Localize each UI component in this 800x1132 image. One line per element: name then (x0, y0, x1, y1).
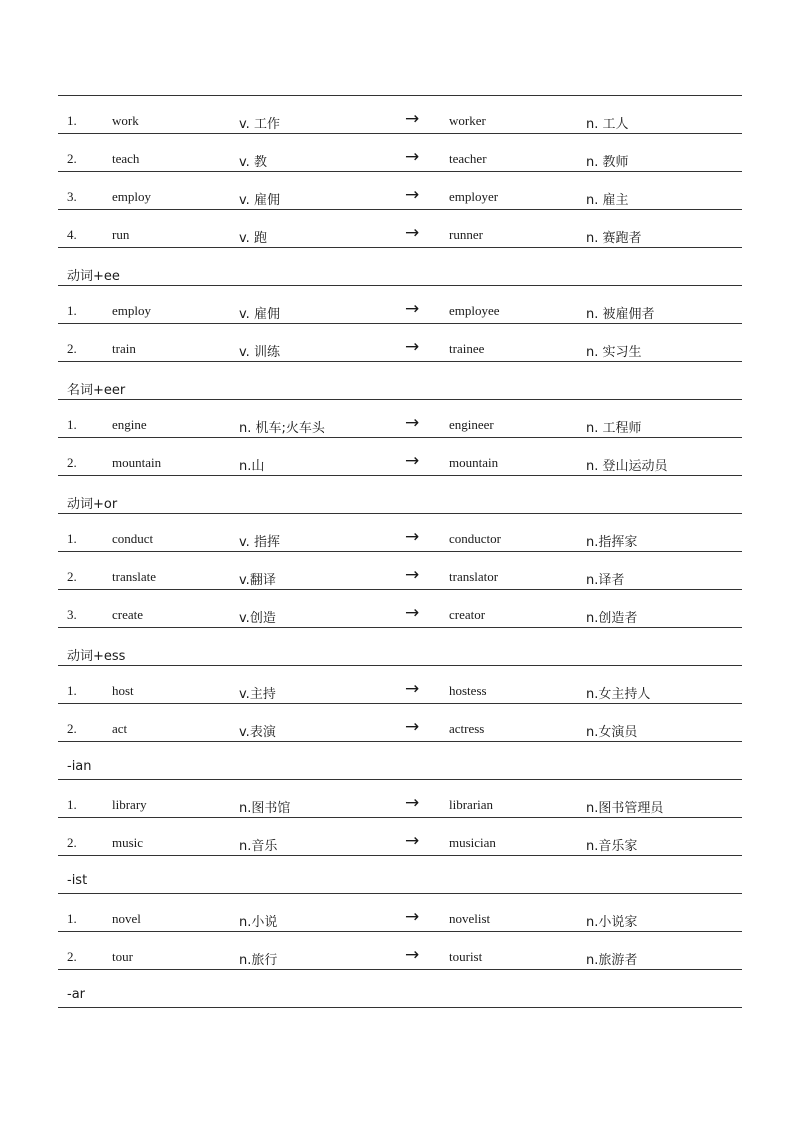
section-header: -ian (67, 759, 92, 774)
base-definition: n.小说 (239, 915, 278, 930)
arrow-icon: → (405, 337, 420, 357)
derived-word: employer (449, 189, 499, 204)
base-definition: v. 跑 (239, 231, 267, 246)
row-number: 2. (67, 569, 77, 584)
base-word: translate (112, 569, 157, 584)
derived-definition: n.译者 (586, 573, 625, 588)
section-header-row (58, 742, 742, 780)
section-header-row (58, 248, 742, 286)
row-number: 1. (67, 797, 77, 812)
base-word: work (112, 113, 139, 128)
arrow-icon: → (405, 717, 420, 737)
derived-word: hostess (449, 683, 487, 698)
derived-definition: n.女演员 (586, 725, 638, 740)
derived-definition: n. 登山运动员 (586, 459, 668, 474)
arrow-icon: → (405, 299, 420, 319)
table-row (58, 666, 742, 704)
base-word: teach (112, 151, 140, 166)
row-number: 2. (67, 341, 77, 356)
row-number: 2. (67, 835, 77, 850)
base-definition: v. 指挥 (239, 535, 280, 550)
base-word: engine (112, 417, 147, 432)
row-number: 3. (67, 189, 77, 204)
arrow-icon: → (405, 413, 420, 433)
arrow-icon: → (405, 185, 420, 205)
derived-word: employee (449, 303, 500, 318)
arrow-icon: → (405, 793, 420, 813)
arrow-icon: → (405, 527, 420, 547)
arrow-icon: → (405, 451, 420, 471)
section-header-row (58, 362, 742, 400)
base-definition: v. 雇佣 (239, 193, 280, 208)
section-header: -ar (67, 987, 86, 1002)
row-number: 1. (67, 911, 77, 926)
derived-word: worker (449, 113, 486, 128)
base-word: library (112, 797, 147, 812)
derived-definition: n. 工人 (586, 117, 629, 132)
base-definition: v. 训练 (239, 345, 280, 360)
table-row (58, 134, 742, 172)
derived-definition: n.女主持人 (586, 687, 651, 702)
table-row (58, 286, 742, 324)
derived-word: novelist (449, 911, 491, 926)
section-header: 动词+ee (67, 269, 120, 284)
derived-word: librarian (449, 797, 494, 812)
base-definition: n.旅行 (239, 953, 278, 968)
base-word: tour (112, 949, 133, 964)
row-number: 1. (67, 417, 77, 432)
derived-definition: n. 雇主 (586, 193, 629, 208)
table-row (58, 552, 742, 590)
derived-definition: n. 赛跑者 (586, 231, 642, 246)
row-number: 1. (67, 303, 77, 318)
arrow-icon: → (405, 565, 420, 585)
section-header-row (58, 476, 742, 514)
section-header-row (58, 970, 742, 1008)
derived-word: creator (449, 607, 486, 622)
row-number: 4. (67, 227, 77, 242)
base-definition: n. 机车;火车头 (239, 421, 325, 436)
base-definition: n.图书馆 (239, 801, 291, 816)
derived-definition: n. 教师 (586, 155, 629, 170)
row-number: 2. (67, 721, 77, 736)
base-word: employ (112, 189, 151, 204)
base-definition: v. 雇佣 (239, 307, 280, 322)
table-row (58, 818, 742, 856)
base-word: conduct (112, 531, 154, 546)
derived-definition: n.创造者 (586, 611, 638, 626)
derived-definition: n.音乐家 (586, 839, 638, 854)
derived-definition: n. 工程师 (586, 421, 642, 436)
derived-definition: n.指挥家 (586, 535, 638, 550)
base-definition: v. 教 (239, 155, 267, 170)
table-row (58, 172, 742, 210)
arrow-icon: → (405, 223, 420, 243)
table-row (58, 894, 742, 932)
base-definition: n.山 (239, 459, 265, 474)
derived-word: runner (449, 227, 483, 242)
base-word: train (112, 341, 136, 356)
section-header: 动词+ess (67, 649, 126, 664)
table-row (58, 96, 742, 134)
section-header: 名词+eer (67, 383, 126, 398)
base-word: create (112, 607, 144, 622)
section-header: 动词+or (67, 497, 118, 512)
derived-definition: n. 实习生 (586, 345, 642, 360)
row-number: 2. (67, 151, 77, 166)
arrow-icon: → (405, 831, 420, 851)
table-row (58, 704, 742, 742)
base-word: run (112, 227, 130, 242)
section-header: -ist (67, 873, 88, 888)
base-definition: v.创造 (239, 611, 276, 626)
derived-word: musician (449, 835, 496, 850)
base-word: mountain (112, 455, 162, 470)
word-formation-table (58, 95, 742, 1008)
arrow-icon: → (405, 147, 420, 167)
table-row (58, 400, 742, 438)
derived-word: actress (449, 721, 485, 736)
row-number: 3. (67, 607, 77, 622)
section-header-row (58, 628, 742, 666)
base-definition: v.表演 (239, 725, 276, 740)
derived-word: conductor (449, 531, 501, 546)
derived-definition: n.图书管理员 (586, 801, 664, 816)
arrow-icon: → (405, 945, 420, 965)
row-number: 1. (67, 531, 77, 546)
arrow-icon: → (405, 109, 420, 129)
row-number: 2. (67, 949, 77, 964)
base-word: employ (112, 303, 151, 318)
base-definition: v.翻译 (239, 573, 276, 588)
derived-definition: n. 被雇佣者 (586, 307, 655, 322)
base-definition: v. 工作 (239, 117, 280, 132)
arrow-icon: → (405, 603, 420, 623)
table-row (58, 780, 742, 818)
table-row (58, 210, 742, 248)
row-number: 1. (67, 683, 77, 698)
base-definition: v.主持 (239, 687, 276, 702)
section-header-row (58, 856, 742, 894)
table-row (58, 438, 742, 476)
row-number: 1. (67, 113, 77, 128)
derived-definition: n.小说家 (586, 915, 638, 930)
derived-definition: n.旅游者 (586, 953, 638, 968)
derived-word: engineer (449, 417, 494, 432)
derived-word: translator (449, 569, 499, 584)
table-row (58, 514, 742, 552)
derived-word: mountain (449, 455, 499, 470)
arrow-icon: → (405, 907, 420, 927)
derived-word: teacher (449, 151, 487, 166)
row-number: 2. (67, 455, 77, 470)
derived-word: tourist (449, 949, 483, 964)
arrow-icon: → (405, 679, 420, 699)
base-word: act (112, 721, 128, 736)
table-row (58, 324, 742, 362)
base-definition: n.音乐 (239, 839, 278, 854)
base-word: music (112, 835, 144, 850)
table-row (58, 932, 742, 970)
derived-word: trainee (449, 341, 485, 356)
base-word: host (112, 683, 134, 698)
base-word: novel (112, 911, 141, 926)
table-row (58, 590, 742, 628)
